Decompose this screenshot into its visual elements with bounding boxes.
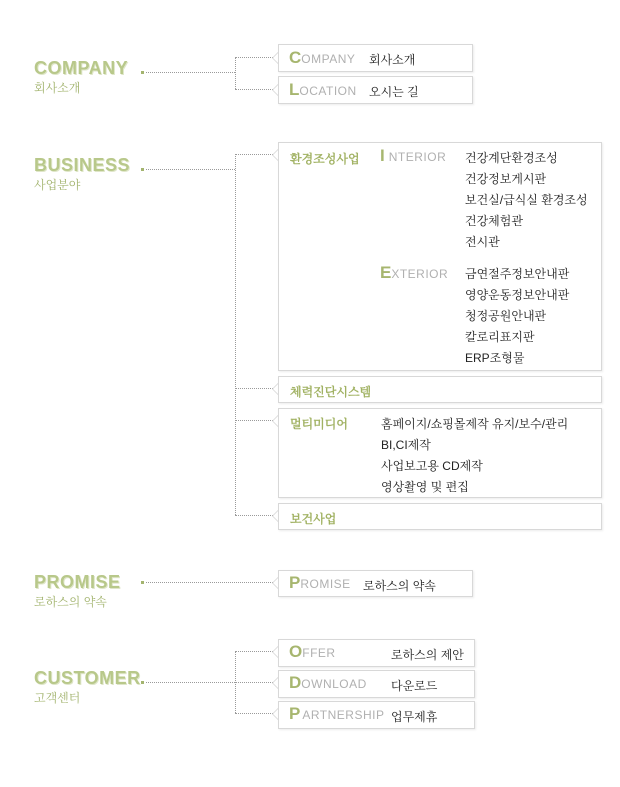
exterior-item[interactable]: ERP조형물 bbox=[465, 351, 525, 365]
menu-box-offer[interactable] bbox=[278, 639, 475, 667]
connector-line bbox=[235, 57, 236, 89]
connector-line bbox=[235, 154, 236, 515]
company-subtitle[interactable]: 회사소개 bbox=[34, 81, 81, 95]
customer-title[interactable]: CUSTOMER bbox=[34, 668, 141, 688]
business-title[interactable]: BUSINESS bbox=[34, 155, 131, 175]
multimedia-item[interactable]: 영상촬영 및 편집 bbox=[381, 480, 469, 494]
connector-line bbox=[235, 682, 275, 683]
connector-dot bbox=[141, 581, 144, 584]
company-ko-label: 회사소개 bbox=[369, 53, 416, 67]
promise-en-label: PROMISE bbox=[289, 573, 351, 592]
location-en-label: LOCATION bbox=[289, 80, 357, 99]
connector-line bbox=[235, 89, 275, 90]
promise-subtitle[interactable]: 로하스의 약속 bbox=[34, 595, 107, 609]
connector-line bbox=[235, 515, 275, 516]
customer-subtitle[interactable]: 고객센터 bbox=[34, 691, 81, 705]
connector-line bbox=[235, 651, 275, 652]
interior-en-label: I NTERIOR bbox=[380, 146, 447, 165]
menu-box-download[interactable] bbox=[278, 670, 475, 698]
connector-line bbox=[235, 388, 275, 389]
company-en-label: COMPANY bbox=[289, 48, 356, 67]
company-title[interactable]: COMPANY bbox=[34, 58, 129, 78]
location-ko-label: 오시는 길 bbox=[369, 85, 419, 99]
interior-item[interactable]: 보건실/급식실 환경조성 bbox=[465, 193, 588, 207]
business-subtitle[interactable]: 사업분야 bbox=[34, 178, 81, 192]
download-ko-label: 다운로드 bbox=[391, 679, 438, 693]
exterior-item[interactable]: 청정공원안내판 bbox=[465, 309, 547, 323]
connector-line bbox=[235, 420, 275, 421]
menu-box-multimedia bbox=[278, 408, 602, 498]
interior-item[interactable]: 건강정보게시판 bbox=[465, 172, 547, 186]
multimedia-label[interactable]: 멀티미디어 bbox=[290, 417, 348, 431]
offer-en-label: OFFER bbox=[289, 642, 336, 661]
menu-box-health[interactable] bbox=[278, 503, 602, 530]
exterior-item[interactable]: 칼로리표지판 bbox=[465, 330, 535, 344]
exterior-item[interactable]: 금연절주정보안내판 bbox=[465, 267, 570, 281]
connector-dot bbox=[141, 71, 144, 74]
multimedia-item[interactable]: 홈페이지/쇼핑몰제작 유지/보수/관리 bbox=[381, 417, 569, 431]
connector-line bbox=[146, 72, 235, 73]
interior-item[interactable]: 전시관 bbox=[465, 235, 500, 249]
interior-item[interactable]: 건강체험관 bbox=[465, 214, 523, 228]
connector-line bbox=[146, 682, 235, 683]
connector-dot bbox=[141, 168, 144, 171]
connector-line bbox=[235, 154, 275, 155]
menu-box-company[interactable] bbox=[278, 44, 473, 72]
environment-label[interactable]: 환경조성사업 bbox=[290, 152, 360, 166]
menu-box-partnership[interactable] bbox=[278, 701, 475, 729]
fitness-label: 체력진단시스템 bbox=[290, 385, 372, 399]
exterior-en-label: EXTERIOR bbox=[380, 263, 449, 282]
menu-box-fitness[interactable] bbox=[278, 376, 602, 403]
exterior-item[interactable]: 영양운동정보안내판 bbox=[465, 288, 570, 302]
download-en-label: DOWNLOAD bbox=[289, 673, 367, 692]
connector-line bbox=[235, 57, 275, 58]
multimedia-item[interactable]: 사업보고용 CD제작 bbox=[381, 459, 483, 473]
connector-line bbox=[146, 169, 235, 170]
offer-ko-label: 로하스의 제안 bbox=[391, 648, 464, 662]
partnership-ko-label: 업무제휴 bbox=[391, 710, 438, 724]
connector-line bbox=[146, 582, 275, 583]
multimedia-item[interactable]: BI,CI제작 bbox=[381, 438, 431, 452]
promise-ko-label: 로하스의 약속 bbox=[363, 579, 436, 593]
connector-dot bbox=[141, 681, 144, 684]
promise-title[interactable]: PROMISE bbox=[34, 572, 121, 592]
menu-box-environment bbox=[278, 142, 602, 371]
partnership-en-label: P ARTNERSHIP bbox=[289, 704, 385, 723]
menu-box-promise[interactable] bbox=[278, 570, 473, 597]
interior-item[interactable]: 건강계단환경조성 bbox=[465, 151, 558, 165]
connector-line bbox=[235, 713, 275, 714]
health-label: 보건사업 bbox=[290, 512, 337, 526]
menu-box-location[interactable] bbox=[278, 76, 473, 104]
